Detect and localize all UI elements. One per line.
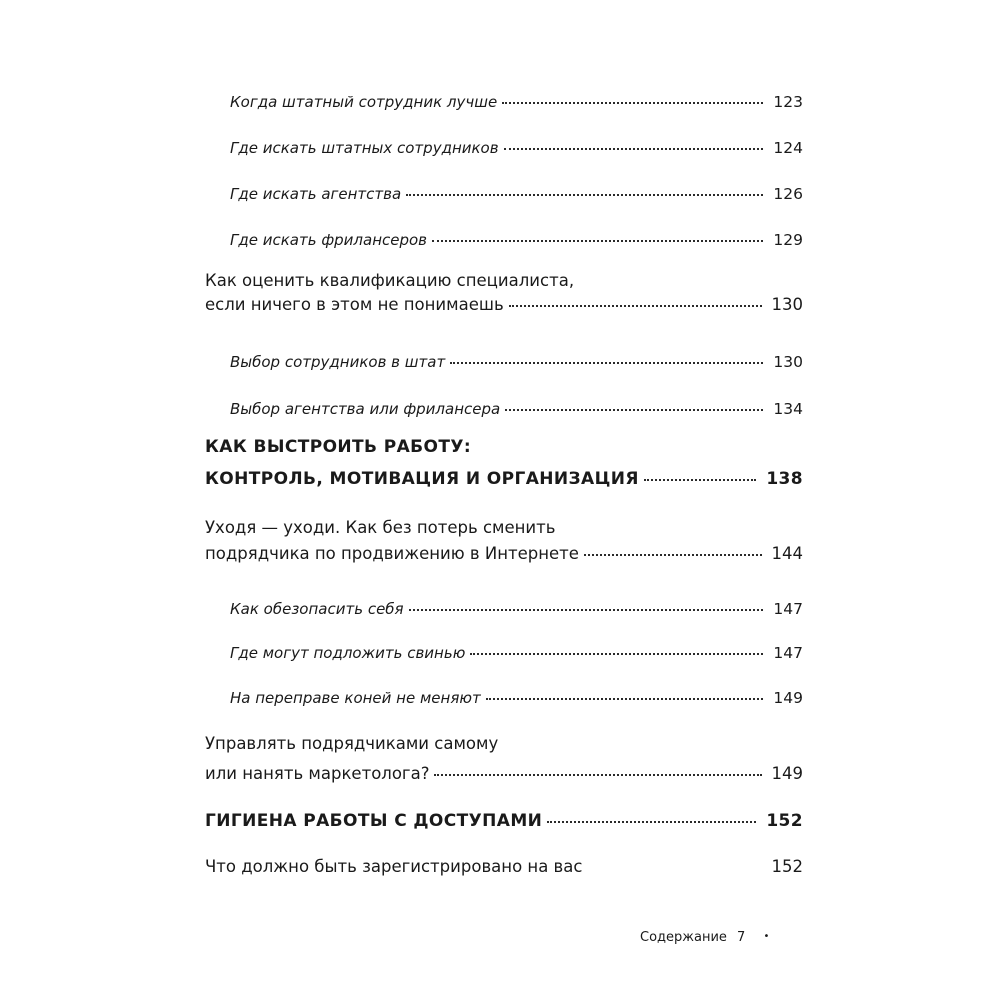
toc-entry-title: подрядчика по продвижению в Интернете [205,544,579,563]
bullet-icon: • [763,931,770,942]
toc-entry-page: 130 [773,353,803,371]
dot-leader [486,698,764,700]
toc-entry-page: 147 [773,600,803,618]
dot-leader [450,362,763,364]
dot-leader [644,479,756,481]
toc-entry [205,855,803,879]
toc-entry [205,516,803,566]
toc-section [205,808,803,834]
toc-entry-title: или нанять маркетолога? [205,764,430,783]
toc-entry-page: 152 [771,857,803,876]
dot-leader [509,305,762,307]
toc-entry [230,90,803,114]
toc-entry-page: 149 [773,689,803,707]
toc-section-title-line1: КАК ВЫСТРОИТЬ РАБОТУ: [205,437,472,457]
dot-leader [504,148,764,150]
toc-entry [230,597,803,621]
toc-entry-page: 129 [773,231,803,249]
toc-entry [230,686,803,710]
toc-entry-title: Выбор сотрудников в штат [230,353,446,371]
page-number: 7 [737,930,746,945]
dot-leader [432,240,763,242]
toc-entry [205,732,803,786]
dot-leader [505,409,763,411]
page-footer [640,930,769,945]
toc-entry-title-line1: Уходя — уходи. Как без потерь сменить [205,518,556,537]
toc-entry [230,397,803,421]
toc-entry-title: Где искать штатных сотрудников [230,139,499,157]
dot-leader [409,609,764,611]
toc-entry-page: 130 [771,295,803,314]
toc-entry-title: Выбор агентства или фрилансера [230,400,501,418]
toc-entry-title: Где могут подложить свинью [230,644,466,662]
toc-entry-title: Когда штатный сотрудник лучше [230,93,498,111]
dot-leader [547,821,756,823]
toc-section-page: 152 [766,811,803,831]
toc-entry-title-line1: Как оценить квалификацию специалиста, [205,271,575,290]
toc-entry-page: 124 [773,139,803,157]
toc-entry-title-line1: Управлять подрядчиками самому [205,734,499,753]
dot-leader [434,774,761,776]
toc-entry-page: 123 [773,93,803,111]
toc-section [205,434,803,492]
toc-entry-page: 144 [771,544,803,563]
toc-entry-page: 149 [771,764,803,783]
dot-leader [406,194,763,196]
toc-section-page: 138 [766,469,803,489]
dot-leader [502,102,763,104]
dot-leader [470,653,763,655]
toc-entry [230,350,803,374]
toc-entry-title: Как обезопасить себя [230,600,404,618]
toc-section-title: ГИГИЕНА РАБОТЫ С ДОСТУПАМИ [205,811,543,831]
toc-entry-title: если ничего в этом не понимаешь [205,295,504,314]
toc-entry [205,269,803,317]
toc-entry-page: 126 [773,185,803,203]
toc-entry [230,182,803,206]
toc-entry [230,136,803,160]
toc-entry-title: Где искать агентства [230,185,402,203]
toc-section-title: КОНТРОЛЬ, МОТИВАЦИЯ И ОРГАНИЗАЦИЯ [205,469,639,489]
toc-entry-title: Где искать фрилансеров [230,231,428,249]
toc-entry [230,641,803,665]
toc-entry [230,228,803,252]
footer-label: Содержание [640,930,727,945]
toc-entry-page: 134 [773,400,803,418]
toc-entry-title: На переправе коней не меняют [230,689,481,707]
toc-entry-page: 147 [773,644,803,662]
dot-leader [587,867,761,869]
toc-entry-title: Что должно быть зарегистрировано на вас [205,857,583,876]
dot-leader [584,554,762,556]
